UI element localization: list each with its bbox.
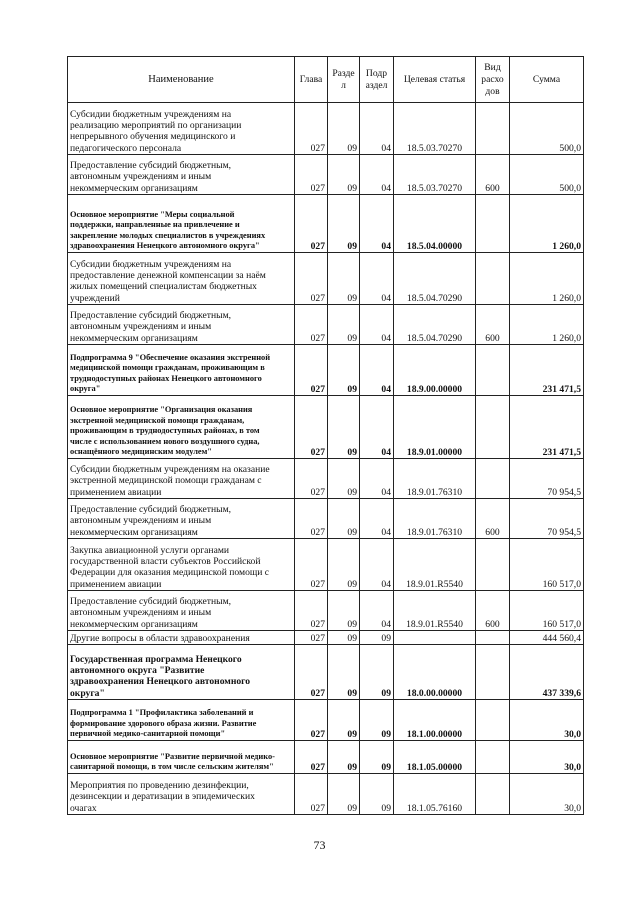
- cell-name: Субсидии бюджетным учреждениям на оказание экстренной медицинской помощи гражданам с применением авиации: [68, 459, 295, 499]
- table-row: [68, 253, 584, 305]
- cell-name: Основное мероприятие "Развитие первичной медико- санитарной помощи, в том числе сельским жителям": [68, 741, 295, 774]
- cell-sum: 500,0: [510, 103, 584, 155]
- cell-target: 18.5.04.00000: [394, 195, 476, 253]
- cell-target: 18.1.00.00000: [394, 700, 476, 741]
- cell-name: Предоставление субсидий бюджетным, автономным учреждениям и иным некоммерческим организациям: [68, 591, 295, 631]
- table-row: [68, 345, 584, 396]
- cell-podrazdel: 04: [360, 253, 394, 305]
- cell-sum: 30,0: [510, 700, 584, 741]
- cell-sum: 500,0: [510, 155, 584, 195]
- cell-razdel: 09: [328, 645, 360, 700]
- cell-target: 18.9.01.R5540: [394, 539, 476, 591]
- cell-target: 18.1.05.76160: [394, 774, 476, 815]
- cell-glava: 027: [295, 305, 328, 345]
- cell-target: 18.9.01.76310: [394, 459, 476, 499]
- cell-vid: 600: [476, 591, 510, 631]
- cell-name: Основное мероприятие "Организация оказания экстренной медицинской помощи гражданам, проживающим в труднодоступных районах, в том числе с использованием нового воздушного судна, оснащённого медицинским модулем": [68, 396, 295, 459]
- cell-target: 18.5.04.70290: [394, 305, 476, 345]
- cell-razdel: 09: [328, 305, 360, 345]
- header-podrazdel: Подр аздел: [360, 57, 394, 103]
- cell-vid: [476, 741, 510, 774]
- cell-podrazdel: 04: [360, 155, 394, 195]
- table-header-row: [68, 57, 584, 103]
- cell-sum: 1 260,0: [510, 195, 584, 253]
- cell-razdel: 09: [328, 700, 360, 741]
- cell-podrazdel: 04: [360, 305, 394, 345]
- header-sum: Сумма: [510, 57, 584, 103]
- cell-vid: [476, 774, 510, 815]
- cell-target: 18.0.00.00000: [394, 645, 476, 700]
- cell-glava: 027: [295, 631, 328, 645]
- cell-target: 18.9.01.R5540: [394, 591, 476, 631]
- cell-glava: 027: [295, 774, 328, 815]
- cell-vid: [476, 631, 510, 645]
- cell-razdel: 09: [328, 253, 360, 305]
- cell-glava: 027: [295, 195, 328, 253]
- cell-razdel: 09: [328, 741, 360, 774]
- cell-podrazdel: 04: [360, 499, 394, 539]
- cell-sum: 30,0: [510, 774, 584, 815]
- cell-glava: 027: [295, 459, 328, 499]
- cell-sum: 70 954,5: [510, 499, 584, 539]
- cell-name: Основное мероприятие "Меры социальной поддержки, направленные на привлечение и закрепление молодых специалистов в учреждениях здравоохранения Ненецкого автономного округа": [68, 195, 295, 253]
- cell-glava: 027: [295, 499, 328, 539]
- cell-podrazdel: 04: [360, 459, 394, 499]
- cell-name: Подпрограмма 9 "Обеспечение оказания экстренной медицинской помощи гражданам, проживающим в труднодоступных районах Ненецкого автономного округа": [68, 345, 295, 396]
- cell-razdel: 09: [328, 345, 360, 396]
- table-row: [68, 774, 584, 815]
- cell-podrazdel: 04: [360, 103, 394, 155]
- table-row: [68, 645, 584, 700]
- table-row: [68, 499, 584, 539]
- cell-target: 18.1.05.00000: [394, 741, 476, 774]
- cell-vid: [476, 396, 510, 459]
- cell-target: 18.9.00.00000: [394, 345, 476, 396]
- cell-vid: [476, 539, 510, 591]
- cell-sum: 160 517,0: [510, 591, 584, 631]
- cell-podrazdel: 04: [360, 539, 394, 591]
- cell-razdel: 09: [328, 459, 360, 499]
- table-row: [68, 459, 584, 499]
- cell-name: Предоставление субсидий бюджетным, автономным учреждениям и иным некоммерческим организациям: [68, 155, 295, 195]
- cell-razdel: 09: [328, 103, 360, 155]
- cell-target: [394, 631, 476, 645]
- cell-razdel: 09: [328, 396, 360, 459]
- cell-razdel: 09: [328, 155, 360, 195]
- cell-razdel: 09: [328, 195, 360, 253]
- header-name: Наименование: [68, 57, 295, 103]
- cell-podrazdel: 09: [360, 631, 394, 645]
- cell-glava: 027: [295, 700, 328, 741]
- cell-vid: [476, 103, 510, 155]
- cell-podrazdel: 04: [360, 345, 394, 396]
- table-row: [68, 631, 584, 645]
- cell-podrazdel: 09: [360, 700, 394, 741]
- header-target: Целевая статья: [394, 57, 476, 103]
- cell-sum: 437 339,6: [510, 645, 584, 700]
- cell-name: Другие вопросы в области здравоохранения: [68, 631, 295, 645]
- cell-target: 18.5.03.70270: [394, 103, 476, 155]
- cell-name: Субсидии бюджетным учреждениям на реализацию мероприятий по организации непрерывного обучения медицинского и педагогического персонала: [68, 103, 295, 155]
- cell-glava: 027: [295, 155, 328, 195]
- cell-name: Предоставление субсидий бюджетным, автономным учреждениям и иным некоммерческим организациям: [68, 499, 295, 539]
- cell-sum: 1 260,0: [510, 305, 584, 345]
- table-row: [68, 305, 584, 345]
- table-row: [68, 103, 584, 155]
- table-body: [68, 103, 584, 815]
- cell-name: Субсидии бюджетным учреждениям на предоставление денежной компенсации за наём жилых помещений специалистам бюджетных учреждений: [68, 253, 295, 305]
- cell-vid: [476, 195, 510, 253]
- header-vid: Вид расхо дов: [476, 57, 510, 103]
- cell-target: 18.9.01.76310: [394, 499, 476, 539]
- cell-vid: [476, 700, 510, 741]
- cell-sum: 30,0: [510, 741, 584, 774]
- cell-podrazdel: 04: [360, 591, 394, 631]
- cell-podrazdel: 09: [360, 645, 394, 700]
- cell-vid: [476, 253, 510, 305]
- table-row: [68, 195, 584, 253]
- cell-name: Предоставление субсидий бюджетным, автономным учреждениям и иным некоммерческим организациям: [68, 305, 295, 345]
- cell-sum: 160 517,0: [510, 539, 584, 591]
- cell-podrazdel: 04: [360, 396, 394, 459]
- cell-razdel: 09: [328, 591, 360, 631]
- cell-target: 18.5.04.70290: [394, 253, 476, 305]
- cell-glava: 027: [295, 539, 328, 591]
- cell-target: 18.9.01.00000: [394, 396, 476, 459]
- cell-vid: [476, 459, 510, 499]
- cell-sum: 70 954,5: [510, 459, 584, 499]
- cell-vid: 600: [476, 499, 510, 539]
- cell-vid: 600: [476, 155, 510, 195]
- cell-razdel: 09: [328, 539, 360, 591]
- cell-glava: 027: [295, 345, 328, 396]
- cell-vid: [476, 345, 510, 396]
- table-row: [68, 396, 584, 459]
- cell-sum: 444 560,4: [510, 631, 584, 645]
- header-razdel: Разде л: [328, 57, 360, 103]
- page-number: 73: [313, 838, 326, 852]
- cell-podrazdel: 09: [360, 774, 394, 815]
- cell-razdel: 09: [328, 499, 360, 539]
- cell-glava: 027: [295, 396, 328, 459]
- cell-sum: 1 260,0: [510, 253, 584, 305]
- cell-podrazdel: 04: [360, 195, 394, 253]
- cell-vid: 600: [476, 305, 510, 345]
- cell-glava: 027: [295, 741, 328, 774]
- table-row: [68, 700, 584, 741]
- cell-name: Подпрограмма 1 "Профилактика заболеваний и формирование здорового образа жизни. Развитие первичной медико-санитарной помощи": [68, 700, 295, 741]
- cell-vid: [476, 645, 510, 700]
- cell-name: Закупка авиационной услуги органами государственной власти субъектов Российской Федерации для оказания медицинской помощи с применением авиации: [68, 539, 295, 591]
- table-row: [68, 741, 584, 774]
- budget-table: [67, 56, 584, 815]
- cell-glava: 027: [295, 103, 328, 155]
- cell-razdel: 09: [328, 631, 360, 645]
- cell-razdel: 09: [328, 774, 360, 815]
- table-row: [68, 155, 584, 195]
- cell-target: 18.5.03.70270: [394, 155, 476, 195]
- table-row: [68, 591, 584, 631]
- cell-name: Мероприятия по проведению дезинфекции, дезинсекции и дератизации в эпидемических очагах: [68, 774, 295, 815]
- header-glava: Глава: [295, 57, 328, 103]
- table-row: [68, 539, 584, 591]
- cell-glava: 027: [295, 645, 328, 700]
- cell-podrazdel: 09: [360, 741, 394, 774]
- cell-sum: 231 471,5: [510, 396, 584, 459]
- cell-name: Государственная программа Ненецкого автономного округа "Развитие здравоохранения Ненецкого автономного округа": [68, 645, 295, 700]
- cell-glava: 027: [295, 591, 328, 631]
- cell-sum: 231 471,5: [510, 345, 584, 396]
- cell-glava: 027: [295, 253, 328, 305]
